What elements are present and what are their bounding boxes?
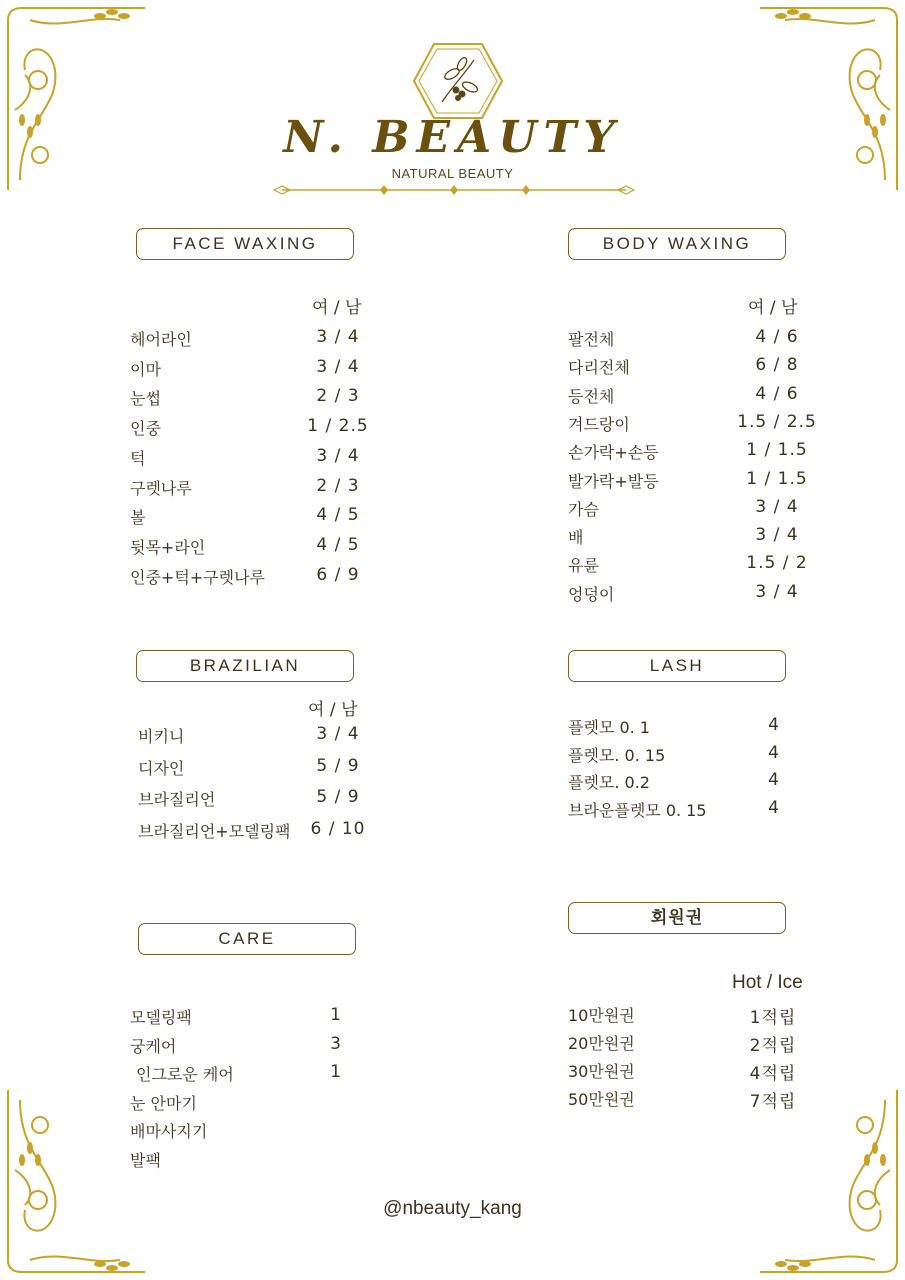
item-name: 다리전체 [568,358,630,377]
item-name: 헤어라인 [130,330,192,349]
item-price: 1 / 1.5 [746,440,808,460]
body-waxing-column-header: 여 / 남 [748,298,798,318]
item-price: 3 / 4 [755,525,799,545]
item-name: 플렛모. 0. 15 [568,746,666,765]
ornament-divider [272,180,636,200]
section-title-membership: 회원권 [568,902,786,934]
item-price: 4 / 6 [755,327,799,347]
item-price: 1 / 2.5 [307,416,369,436]
item-name: 눈 안마기 [130,1094,197,1113]
item-name: 팔전체 [568,330,615,349]
corner-ornament-bottom-right [755,1085,905,1280]
item-name: 궁케어 [130,1037,177,1056]
item-price: 7적립 [749,1092,797,1112]
item-name: 플렛모. 0.2 [568,773,650,792]
item-name: 유륜 [568,556,599,575]
item-price: 6 / 8 [755,355,799,375]
item-price: 3 / 4 [316,724,360,744]
item-name: 브라질리언 [138,790,216,809]
item-name: 배 [568,528,584,547]
logo-hexagon-icon [412,42,504,120]
item-name: 인그로운 케어 [136,1065,234,1084]
item-name: 가슴 [568,500,599,519]
item-name: 턱 [130,449,146,468]
item-name: 겨드랑이 [568,415,630,434]
item-price: 4 / 6 [755,384,799,404]
item-name: 눈썹 [130,389,161,408]
item-name: 발팩 [130,1151,161,1170]
section-title-care: CARE [138,923,356,955]
item-price: 5 / 9 [316,756,360,776]
item-price: 1적립 [749,1008,797,1028]
item-name: 플렛모 0. 1 [568,718,650,737]
item-name: 50만원권 [568,1090,635,1109]
item-price: 3 / 4 [316,357,360,377]
item-name: 10만원권 [568,1006,635,1025]
brazilian-column-header: 여 / 남 [308,700,358,720]
item-price: 1 [330,1062,342,1082]
item-name: 발가락+발등 [568,472,659,491]
item-name: 구렛나루 [130,479,192,498]
section-title-brazilian: BRAZILIAN [136,650,354,682]
item-price: 4 / 5 [316,535,360,555]
brand-tagline: NATURAL BEAUTY [391,166,514,181]
item-name: 모델링팩 [130,1008,192,1027]
item-price: 4 [768,743,780,763]
section-title-lash: LASH [568,650,786,682]
item-price: 4 / 5 [316,505,360,525]
section-title-face-waxing: FACE WAXING [136,228,354,260]
item-price: 4 [768,715,780,735]
item-name: 손가락+손등 [568,443,659,462]
item-name: 인중 [130,419,161,438]
item-price: 3 [330,1034,342,1054]
item-name: 브라질리언+모델링팩 [138,822,291,841]
item-name: 디자인 [138,759,185,778]
item-price: 2적립 [749,1036,797,1056]
item-name: 인중+턱+구렛나루 [130,568,266,587]
item-price: 2 / 3 [316,476,360,496]
brand-name: N. BEAUTY [283,112,622,163]
item-price: 3 / 4 [316,327,360,347]
item-name: 배마사지기 [130,1122,208,1141]
item-name: 등전체 [568,387,615,406]
item-price: 4 [768,770,780,790]
section-title-body-waxing: BODY WAXING [568,228,786,260]
item-price: 5 / 9 [316,787,360,807]
item-name: 뒷목+라인 [130,538,206,557]
item-price: 3 / 4 [755,582,799,602]
item-price: 4적립 [749,1064,797,1084]
corner-ornament-bottom-left [0,1085,150,1280]
item-price: 1 [330,1005,342,1025]
item-name: 20만원권 [568,1034,635,1053]
item-price: 3 / 4 [755,497,799,517]
membership-column-header: Hot / Ice [732,972,803,993]
item-price: 2 / 3 [316,386,360,406]
item-price: 3 / 4 [316,446,360,466]
item-price: 4 [768,798,780,818]
item-price: 1 / 1.5 [746,469,808,489]
item-name: 브라운플렛모 0. 15 [568,801,707,820]
item-name: 30만원권 [568,1062,635,1081]
item-price: 6 / 9 [316,565,360,585]
item-price: 1.5 / 2 [746,553,808,573]
item-price: 1.5 / 2.5 [737,412,817,432]
face-waxing-column-header: 여 / 남 [312,298,362,318]
item-price: 6 / 10 [310,819,366,839]
instagram-handle: @nbeauty_kang [383,1198,522,1219]
item-name: 비키니 [138,727,185,746]
item-name: 이마 [130,360,161,379]
item-name: 볼 [130,508,146,527]
item-name: 엉덩이 [568,585,615,604]
